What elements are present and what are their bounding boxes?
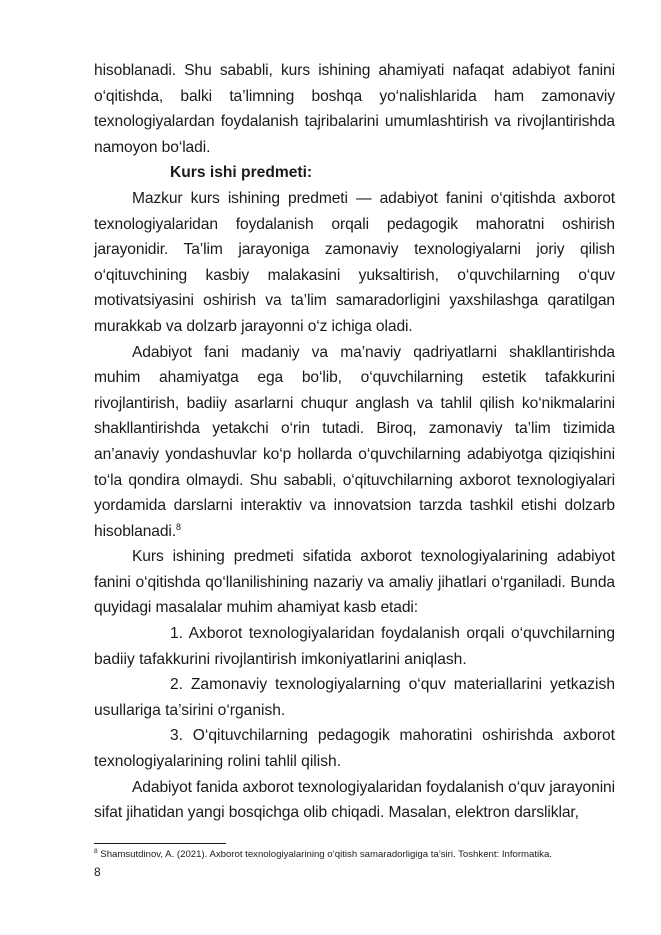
list-item [94, 621, 615, 672]
footnote-reference: 8 [176, 521, 181, 532]
footnote [94, 848, 634, 861]
paragraph-literature-role-text: Adabiyot fani madaniy va ma’naviy qadriyatlarni shakllantirishda muhim ahamiyatga ega bo‘lib, o‘quvchilarning estetik tafakkurini rivojlantirish, badiiy asarlarni chuqur anglash va tahlil qilish ko‘nikmalarini shakllantirishda yetakchi o‘rin tutadi. Biroq, zamonaviy ta’lim tizimida an’anaviy yondashuvlar ko‘p hollarda o‘quvchilarning adabiyotga qiziqishini to‘la qondira olmaydi. Shu sababli, o‘qituvchilarning axborot texnologiyalari yordamida darslarni interaktiv va innovatsion tarzda tashkil etishi dolzarb hisoblanadi. [94, 343, 615, 540]
closing-paragraph: Adabiyot fanida axborot texnologiyalaridan foydalanish o‘quv jarayonini sifat jihatidan yangi bosqichga olib chiqadi. Masalan, elektron darsliklar, [94, 778, 615, 822]
list-item-text: Zamonaviy texnologiyalarning o‘quv materiallarini yetkazish usullariga ta’sirini o‘rganish. [94, 676, 615, 719]
paragraph-literature-role [94, 340, 615, 545]
list-item-text: O‘qituvchilarning pedagogik mahoratini oshirishda axborot texnologiyalarining rolini tahlil qilish. [94, 727, 615, 771]
page-number: 8 [94, 865, 101, 879]
paragraph-tasks-intro: Kurs ishining predmeti sifatida axborot texnologiyalarining adabiyot fanini o‘qitishda qo‘llanilishining nazariy va amaliy jihatlari o‘rganiladi. Bunda quyidagi masalalar muhim ahamiyat kasb etadi: [94, 548, 615, 617]
footnote-text: Shamsutdinov, A. (2021). Axborot texnologiyalarining o‘qitish samaradorligiga ta’siri. Toshkent: Informatika. [100, 849, 552, 860]
list-item-number: 3. [170, 727, 184, 745]
list-item [94, 723, 615, 774]
list-item-number: 2. [170, 676, 184, 694]
footnote-divider [94, 843, 226, 844]
section-heading: Kurs ishi predmeti: [170, 164, 313, 182]
list-item-text: Axborot texnologiyalaridan foydalanish orqali o‘quvchilarning badiiy tafakkurini rivojlantirish imkoniyatlarini aniqlash. [94, 625, 615, 668]
list-item-number: 1. [170, 625, 184, 643]
paragraph-subject: Mazkur kurs ishining predmeti — adabiyot fanini o‘qitishda axborot texnologiyalaridan foydalanish orqali pedagogik mahoratni oshirish jarayonidir. Ta’lim jarayoniga zamonaviy texnologiyalarni joriy qilish o‘qituvchining kasbiy malakasini yuksaltirish, o‘quvchilarning o‘quv motivatsiyasini oshirish va ta’lim samaradorligini yaxshilashga qaratilgan murakkab va dolzarb jarayonni o‘z ichiga oladi. [94, 189, 615, 335]
footnote-marker: 8 [94, 847, 98, 855]
list-item [94, 672, 615, 723]
document-body [94, 58, 615, 826]
opening-paragraph: hisoblanadi. Shu sababli, kurs ishining ahamiyati nafaqat adabiyot fanini o‘qitishda, balki ta’limning boshqa yo‘nalishlarida ham zamonaviy texnologiyalardan foydalanish tajribalarini umumlashtirish va rivojlantirishda namoyon bo‘ladi. [94, 62, 615, 156]
